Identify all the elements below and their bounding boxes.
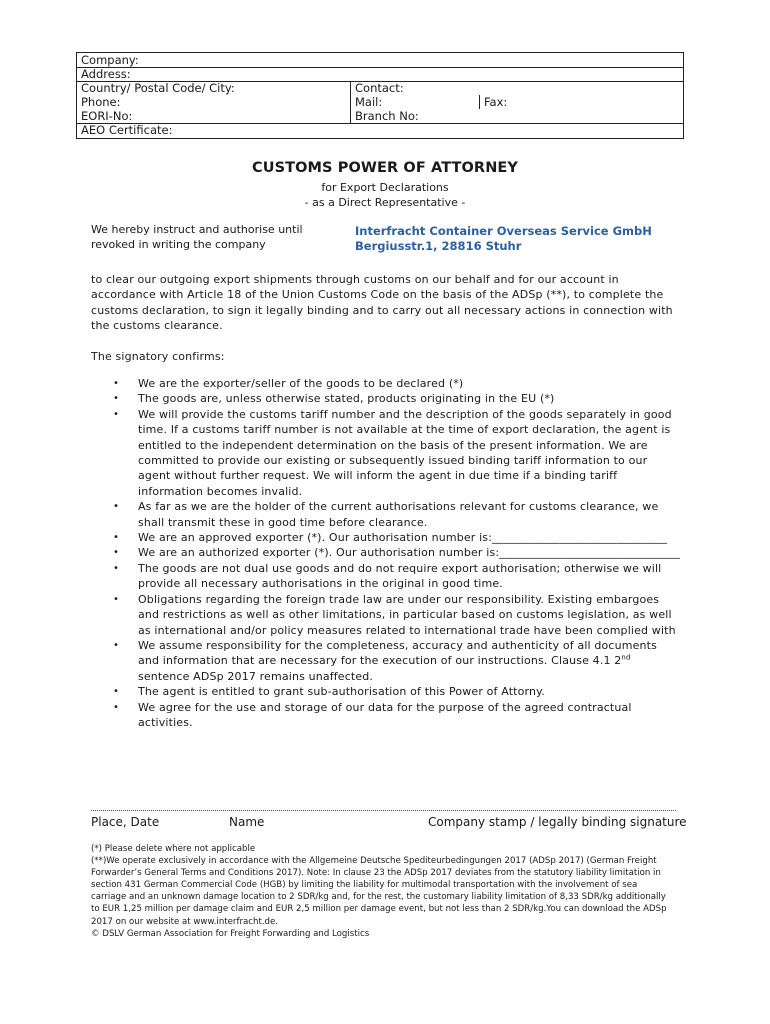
bullet-icon: • xyxy=(113,547,120,559)
list-item: • As far as we are the holder of the current authorisations relevant for customs clearance, we shall transmit these in good time before clearance. xyxy=(113,500,659,529)
list-item: • We assume responsibility for the completeness, accuracy and authenticity of all documents and information that are necessary for the execution of our instructions. Clause 4.1 2nd sentence ADSp 2017 remains unaffected. xyxy=(113,638,657,683)
bullet-icon: • xyxy=(113,562,120,574)
name-label: Name xyxy=(229,815,265,829)
bullet-icon: • xyxy=(113,378,120,389)
instruction-text: We hereby instruct and authorise until revoked in writing the company xyxy=(91,223,303,251)
list-item: • The agent is entitled to grant sub-authorisation of this Power of Attorny. xyxy=(113,685,545,699)
stamp-signature-label: Company stamp / legally binding signature xyxy=(428,815,687,829)
bullet-icon: • xyxy=(113,393,120,405)
list-item: • We are an authorized exporter (*). Our authorisation number is:________________________________ xyxy=(113,546,680,560)
company-field-label: Company: xyxy=(81,53,139,67)
fax-field-label: Fax: xyxy=(484,95,508,109)
column-divider xyxy=(479,95,480,109)
footnote-copyright: © DSLV German Association for Freight Forwarding and Logistics xyxy=(91,928,370,939)
row-divider xyxy=(77,123,683,124)
row-divider xyxy=(77,67,683,68)
list-item: • We are the exporter/seller of the goods to be declared (*) xyxy=(113,377,464,390)
footnote-delete: (*) Please delete where not applicable xyxy=(91,844,256,854)
bullet-icon: • xyxy=(113,408,120,420)
bullet-icon: • xyxy=(113,686,120,698)
superscript-nd: nd xyxy=(621,653,631,662)
list-item: • We are an approved exporter (*). Our authorisation number is:_______________________________ xyxy=(113,531,668,545)
bullet-icon: • xyxy=(113,639,120,651)
mail-field-label: Mail: xyxy=(355,95,383,109)
signatory-intro: The signatory confirms: xyxy=(91,350,225,363)
list-item: • Obligations regarding the foreign trade law are under our responsibility. Existing embargoes and restrictions as well as other limitations, in particular based on customs legislation, as well as international and/or policy measures related to international trade have been complied with xyxy=(113,592,676,637)
bullet-icon: • xyxy=(113,532,120,544)
list-item: • The goods are, unless otherwise stated, products originating in the EU (*) xyxy=(113,392,555,406)
list-item: • We will provide the customs tariff number and the description of the goods separately in good time. If a customs tariff number is not available at the time of export declaration, the agent is entitled to the independent determination on the basis of the present information. We are committed to provide our existing or subsequently issued binding tariff information to our agent without further request. We will inform the agent in due time if a binding tariff information becomes invalid. xyxy=(113,407,672,498)
list-item: • We agree for the use and storage of our data for the purpose of the agreed contractual activities. xyxy=(113,700,632,729)
confirmation-list xyxy=(91,376,681,730)
aeo-field-label: AEO Certificate: xyxy=(81,123,173,137)
bullet-icon: • xyxy=(113,701,120,713)
branch-field-label: Branch No: xyxy=(355,109,419,123)
country-field-label: Country/ Postal Code/ City: xyxy=(81,81,235,95)
company-details-table xyxy=(76,52,684,139)
bullet-icon: • xyxy=(113,501,120,513)
agent-block xyxy=(355,224,685,254)
footnotes xyxy=(91,843,671,940)
phone-field-label: Phone: xyxy=(81,95,121,109)
clearance-paragraph: to clear our outgoing export shipments through customs on our behalf and for our account in accordance with Article 18 of the Union Customs Code on the basis of the ADSp (**), to complete the customs declaration, to sign it legally binding and to carry out all necessary actions in connection with the customs clearance. xyxy=(91,273,673,333)
signature-line xyxy=(91,810,676,811)
eori-field-label: EORI-No: xyxy=(81,109,133,123)
bullet-icon: • xyxy=(113,593,120,605)
contact-field-label: Contact: xyxy=(355,81,404,95)
agent-name: Interfracht Container Overseas Service GmbH xyxy=(355,224,652,238)
address-field-label: Address: xyxy=(81,67,131,81)
document-subtitle: for Export Declarations xyxy=(321,181,449,194)
document-title: CUSTOMS POWER OF ATTORNEY xyxy=(251,160,519,176)
footnote-adsp: (**)We operate exclusively in accordance with the Allgemeine Deutsche Spediteurbedingungen 2017 (ADSp 2017) (German Freight Forwarder’s General Terms and Conditions 2017). Note: In clause 23 the ADSp 2017 deviates from the statutory liability limitation in section 431 German Commercial Code (HGB) by limiting the liability for multimodal transportation with the involvement of sea carriage and an unknown damage location to 2 SDR/kg and, for the rest, the customary liability limitation of 8,33 SDR/kg additionally to EUR 1,25 million per damage claim and EUR 2,5 million per damage event, but not less than 2 SDR/kg.You can download the ADSp 2017 on our website at www.interfracht.de. xyxy=(91,856,667,927)
place-date-label: Place, Date xyxy=(91,815,160,829)
column-divider xyxy=(350,81,351,123)
agent-address: Bergiusstr.1, 28816 Stuhr xyxy=(355,239,522,253)
list-item: • The goods are not dual use goods and do not require export authorisation; otherwise we will provide all necessary authorisations in the original in good time. xyxy=(113,561,662,591)
document-subtitle-representative: - as a Direct Representative - xyxy=(304,196,466,209)
